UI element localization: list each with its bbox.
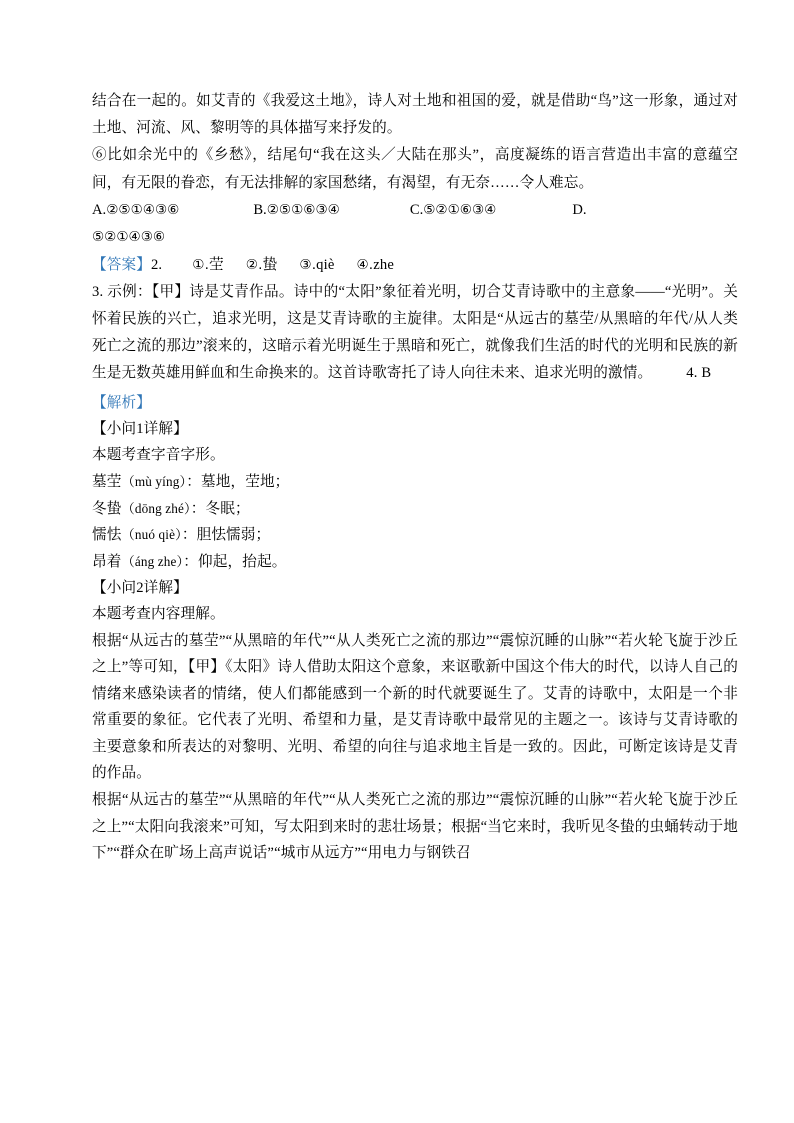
glossary-entry-4 bbox=[92, 549, 738, 576]
sub-question-1-label: 【小问1详解】 bbox=[92, 421, 188, 438]
glossary-word: 冬蛰 bbox=[92, 500, 122, 517]
answer-q3-text: 3. 示例：【甲】诗是艾青作品。诗中的“太阳”象征着光明，切合艾青诗歌中的主意象——“光明”。关怀着民族的兴亡，追求光明，这是艾青诗歌的主旋律。太阳是“从远古的墓茔/从黑暗的年代/从人类死亡之流的那边”滚来的，这暗示着光明诞生于黑暗和死亡，就像我们生活的时代的光明和民族的新生是无数英雄用鲜血和生命换来的。这首诗歌寄托了诗人向往未来、追求光明的激情。 bbox=[92, 283, 738, 382]
paragraph-continuation: 结合在一起的。如艾青的《我爱这土地》，诗人对土地和祖国的爱，就是借助“鸟”这一形象，通过对土地、河流、风、黎明等的具体描写来抒发的。 bbox=[92, 93, 738, 137]
answer-item-2-value: 蛰 bbox=[262, 256, 278, 273]
glossary-gloss: ：冬眠； bbox=[190, 500, 250, 517]
multiple-choice-options bbox=[92, 197, 738, 251]
option-b-value[interactable]: ②⑤①⑥③④ bbox=[266, 201, 340, 218]
sub-question-2-paragraph-2: 根据“从远古的墓茔”“从黑暗的年代”“从人类死亡之流的那边”“震惊沉睡的山脉”“若火轮飞旋于沙丘之上”“太阳向我滚来”可知，写太阳到来时的悲壮场景；根据“当它来时，我听见冬蛰的虫蛹转动于地下”“群众在旷场上高声说话”“城市从远方”“用电力与钢铁召 bbox=[92, 792, 738, 862]
glossary-entry-3 bbox=[92, 522, 738, 549]
option-d-label[interactable]: D. bbox=[572, 201, 587, 218]
option-c-value[interactable]: ⑤②①⑥③④ bbox=[423, 201, 497, 218]
answer-item-1-value: 茔 bbox=[209, 256, 224, 273]
answer-q4-text: 4. B bbox=[686, 365, 712, 382]
answer-item-3-marker: ③. bbox=[299, 256, 317, 273]
glossary-word: 懦怯 bbox=[92, 527, 122, 544]
answer-item-4-marker: ④. bbox=[356, 256, 374, 273]
answer-question-number: 2. bbox=[150, 256, 163, 273]
glossary-gloss: ：仰起，抬起。 bbox=[183, 554, 287, 571]
glossary-pinyin: （dōng zhé） bbox=[121, 500, 191, 516]
answer-item-1-marker: ①. bbox=[192, 256, 210, 273]
option-a-value[interactable]: ②⑤①④③⑥ bbox=[106, 201, 180, 218]
option-a-label[interactable]: A. bbox=[92, 201, 107, 218]
glossary-gloss: ：墓地，茔地； bbox=[186, 473, 290, 490]
document-body bbox=[92, 88, 738, 867]
option-b-label[interactable]: B. bbox=[253, 201, 267, 218]
glossary-word: 昂着 bbox=[92, 554, 122, 571]
sub-question-1-intro: 本题考查字音字形。 bbox=[92, 446, 225, 463]
option-c-label[interactable]: C. bbox=[409, 201, 424, 218]
sub-question-2-paragraph-1: 根据“从远古的墓茔”“从黑暗的年代”“从人类死亡之流的那边”“震惊沉睡的山脉”“若火轮飞旋于沙丘之上”等可知，【甲】《太阳》诗人借助太阳这个意象，来讴歌新中国这个伟大的时代，以诗人自己的情绪来感染读者的情绪，使人们都能感到一个新的时代就要诞生了。艾青的诗歌中，太阳是一个非常重要的象征。它代表了光明、希望和力量，是艾青诗歌中最常见的主题之一。该诗与艾青诗歌的主要意象和所表达的对黎明、光明、希望的向往与追求地主旨是一致的。因此，可断定该诗是艾青的作品。 bbox=[92, 632, 738, 782]
paragraph-item-6: ⑥比如余光中的《乡愁》，结尾句“我在这头／大陆在那头”，高度凝练的语言营造出丰富的意蕴空间，有无限的眷恋，有无法排解的家国愁绪，有渴望，有无奈……令人难忘。 bbox=[92, 147, 738, 191]
answer-item-3-value: qiè bbox=[316, 256, 335, 273]
option-d-value[interactable]: ⑤②①④③⑥ bbox=[92, 229, 166, 246]
glossary-word: 墓茔 bbox=[92, 473, 122, 490]
answer-item-4-value: zhe bbox=[373, 256, 394, 273]
glossary-gloss: ：胆怯懦弱； bbox=[181, 527, 271, 544]
sub-question-2-intro: 本题考查内容理解。 bbox=[92, 605, 225, 622]
glossary-entry-1 bbox=[92, 469, 738, 496]
answer-line bbox=[92, 253, 738, 279]
glossary-pinyin: （áng zhe） bbox=[121, 554, 184, 570]
glossary-pinyin: （mù yíng） bbox=[121, 473, 187, 489]
answer-question-3 bbox=[92, 279, 738, 388]
glossary-pinyin: （nuó qiè） bbox=[121, 527, 182, 543]
answer-label: 【答案】 bbox=[92, 256, 151, 273]
sub-question-2-label: 【小问2详解】 bbox=[92, 579, 188, 596]
glossary-entry-2 bbox=[92, 496, 738, 523]
answer-item-2-marker: ②. bbox=[245, 256, 263, 273]
analysis-label: 【解析】 bbox=[92, 395, 151, 412]
